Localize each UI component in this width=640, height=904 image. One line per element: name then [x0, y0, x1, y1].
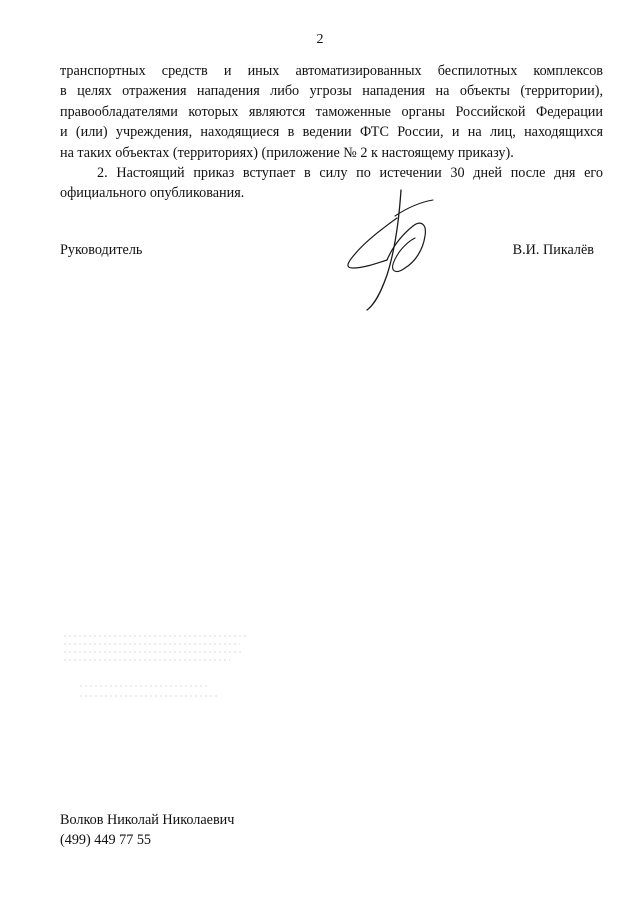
document-body — [60, 61, 603, 204]
executor-name: Волков Николай Николаевич — [60, 812, 235, 828]
signatory-role: Руководитель — [60, 242, 143, 258]
signatory-name: В.И. Пикалёв — [512, 242, 594, 258]
paragraph1-line-2: в целях отражения нападения либо угрозы нападения на объекты (территории), — [60, 83, 603, 100]
executor-phone: (499) 449 77 55 — [60, 832, 152, 848]
paragraph1-line-1: транспортных средств и иных автоматизированных беспилотных комплексов — [60, 63, 603, 79]
executor-info — [60, 810, 234, 850]
paragraph2-line-1: 2. Настоящий приказ вступает в силу по истечении 30 дней после дня его — [97, 165, 603, 182]
paragraph1-line-5: на таких объектах (территориях) (приложение № 2 к настоящему приказу). — [60, 144, 514, 161]
handwritten-signature — [335, 180, 445, 315]
paragraph1-line-4: и (или) учреждения, находящиеся в ведении ФТС России, и на лиц, находящихся — [60, 124, 603, 141]
page-number: 2 — [316, 32, 324, 47]
paragraph2-line-2: официального опубликования. — [60, 185, 245, 202]
faded-stamp-mark — [60, 630, 250, 710]
paragraph1-line-3: правообладателями которых являются таможенные органы Российской Федерации — [60, 103, 603, 120]
